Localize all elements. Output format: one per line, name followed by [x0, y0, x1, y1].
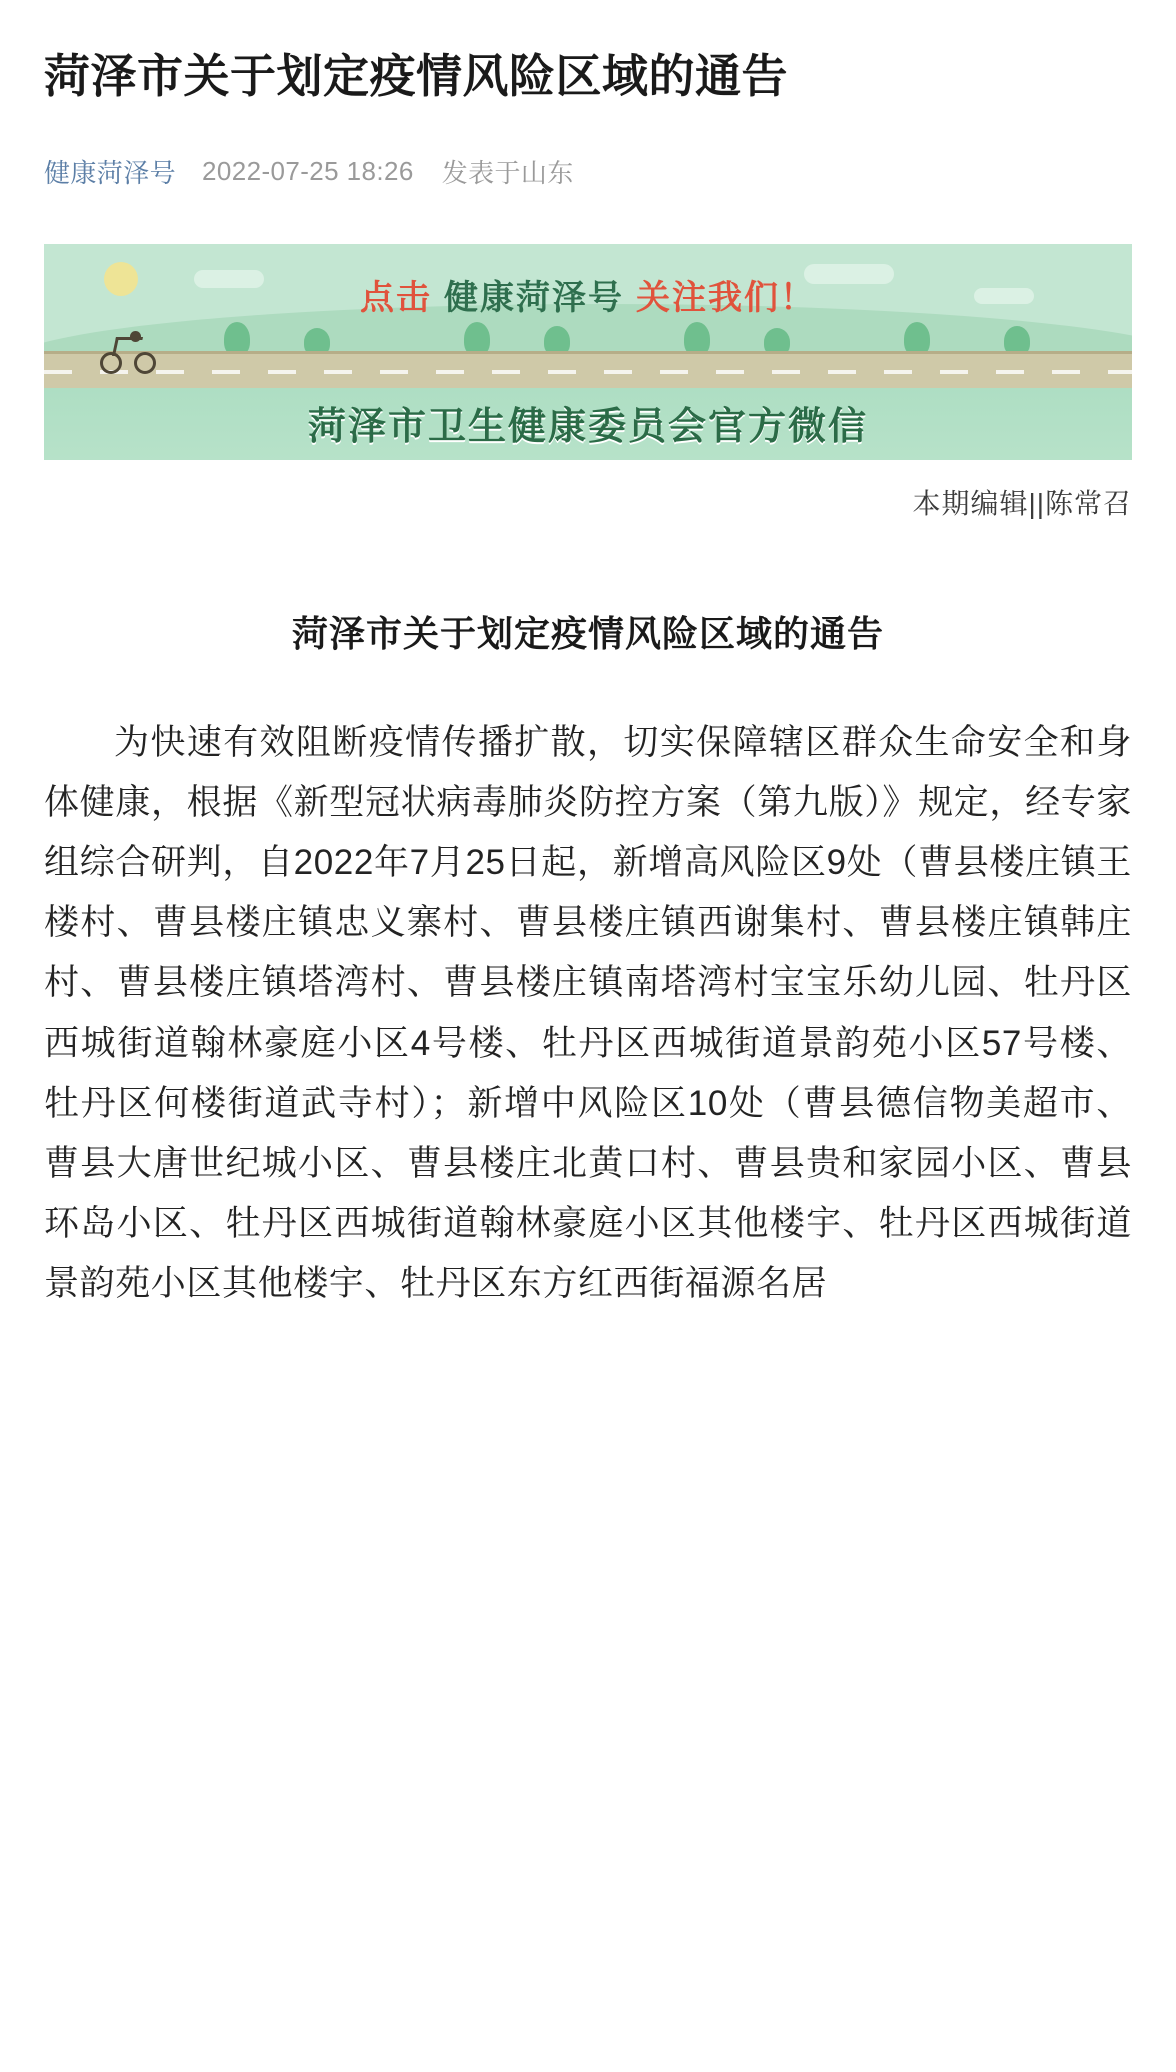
banner-bottom-text: 菏泽市卫生健康委员会官方微信 — [307, 405, 868, 448]
body-paragraph: 为快速有效阻断疫情传播扩散，切实保障辖区群众生命安全和身体健康，根据《新型冠状病毒肺炎防控方案（第九版）》规定，经专家组综合研判，自2022年7月25日起，新增高风险区9处（曹县楼庄镇王楼村、曹县楼庄镇忠义寨村、曹县楼庄镇西谢集村、曹县楼庄镇韩庄村、曹县楼庄镇塔湾村、曹县楼庄镇南塔湾村宝宝乐幼儿园、牡丹区西城街道翰林豪庭小区4号楼、牡丹区西城街道景韵苑小区57号楼、牡丹区何楼街道武寺村）；新增中风险区10处（曹县德信物美超市、曹县大唐世纪城小区、曹县楼庄北黄口村、曹县贵和家园小区、曹县环岛小区、牡丹区西城街道翰林豪庭小区其他楼宇、牡丹区西城街道景韵苑小区其他楼宇、牡丹区东方红西街福源名居 — [44, 722, 1132, 1304]
cyclist-icon — [100, 330, 166, 374]
account-name-link[interactable]: 健康菏泽号 — [44, 157, 177, 188]
page-title: 菏泽市关于划定疫情风险区域的通告 — [44, 50, 788, 102]
account-promo-banner[interactable] — [44, 244, 1132, 460]
publish-location: 发表于山东 — [441, 157, 574, 188]
banner-follow-text: 关注我们！ — [636, 278, 816, 317]
road-dashes — [44, 370, 1132, 374]
publish-timestamp: 2022-07-25 18:26 — [202, 155, 414, 186]
body-heading: 菏泽市关于划定疫情风险区域的通告 — [291, 612, 884, 654]
article-meta — [44, 153, 1132, 190]
banner-account-text: 健康菏泽号 — [444, 278, 624, 317]
article-page — [0, 46, 1176, 1315]
editor-credit: 本期编辑||陈常召 — [912, 487, 1132, 519]
banner-click-text: 点击 — [360, 278, 432, 317]
banner-top-text — [44, 270, 1132, 319]
